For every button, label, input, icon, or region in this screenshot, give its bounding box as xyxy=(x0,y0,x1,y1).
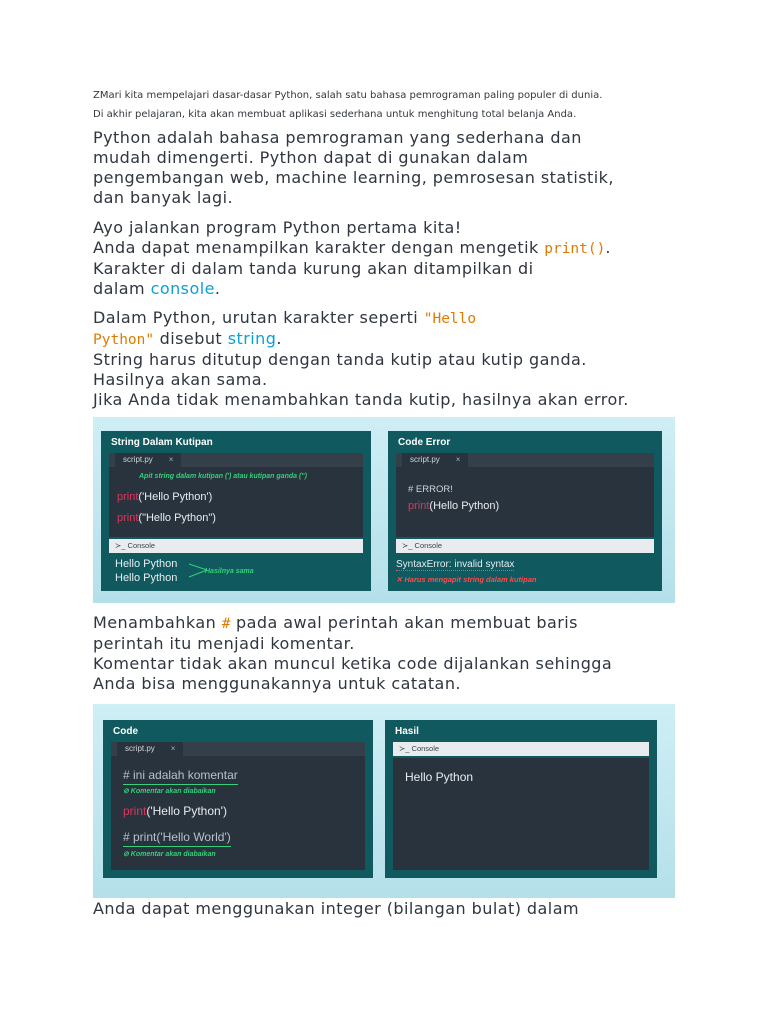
inline-code-print: print() xyxy=(544,241,606,257)
tab-script-py xyxy=(117,742,183,756)
arrow-icon xyxy=(187,561,209,581)
code-line xyxy=(408,500,499,512)
text: . xyxy=(605,238,611,257)
text: Dalam Python, urutan karakter seperti xyxy=(93,308,424,327)
code-fn: print xyxy=(117,512,139,524)
console-output: Hello Python xyxy=(115,558,178,570)
text-line xyxy=(93,613,612,634)
text-line: pengembangan web, machine learning, pemrosesan statistik, xyxy=(93,168,614,187)
text-line xyxy=(93,308,629,329)
text-line: perintah itu menjadi komentar. xyxy=(93,634,355,653)
figure-string-quotes xyxy=(93,417,675,603)
code-comment: # print('Hello World') xyxy=(123,830,231,847)
tab-bar xyxy=(396,453,654,467)
intro-line-1: ZMari kita mempelajari dasar-dasar Python, salah satu bahasa pemrograman paling populer di dunia. xyxy=(93,90,603,101)
inline-code-hash: # xyxy=(221,616,231,632)
panel-string-in-quotes xyxy=(101,431,371,591)
console-header: ≻_ Console xyxy=(393,742,649,756)
text: dalam xyxy=(93,279,151,298)
intro-line-2: Di akhir pelajaran, kita akan membuat aplikasi sederhana untuk menghitung total belanja Anda. xyxy=(93,109,577,120)
text: pada awal perintah akan membuat baris xyxy=(230,613,578,632)
close-icon: × xyxy=(168,455,174,464)
console-body xyxy=(393,758,649,870)
panel-code-error xyxy=(388,431,662,591)
text-line: Anda dapat menggunakan integer (bilangan bulat) dalam xyxy=(93,899,579,918)
code-line xyxy=(117,512,216,524)
inline-code-hello: "Hello xyxy=(423,311,477,327)
tab-label: script.py xyxy=(410,455,440,464)
paragraph-first-program xyxy=(93,218,611,299)
panel-title: Code Error xyxy=(398,437,451,448)
text-line: Komentar tidak akan muncul ketika code dijalankan sehingga xyxy=(93,654,613,673)
code-fn: print xyxy=(117,491,139,503)
intro-text xyxy=(93,86,602,124)
annotation-note: Apit string dalam kutipan (') atau kutipan ganda (") xyxy=(139,473,307,480)
inline-code-python: Python" xyxy=(93,332,155,348)
text-line xyxy=(93,279,611,299)
text-line: Ayo jalankan program Python pertama kita! xyxy=(93,218,462,237)
text-line xyxy=(93,238,611,259)
console-header: ≻_ Console xyxy=(109,539,363,553)
code-fn: print xyxy=(408,500,430,512)
text-line: mudah dimengerti. Python dapat di gunakan dalam xyxy=(93,148,529,167)
paragraph-python-intro xyxy=(93,128,614,208)
text-line: String harus ditutup dengan tanda kutip atau kutip ganda. xyxy=(93,350,587,369)
annotation-note: ⊘ Komentar akan diabaikan xyxy=(123,851,216,858)
keyword-console: console xyxy=(150,279,215,298)
error-note: ✕ Harus mengapit string dalam kutipan xyxy=(396,575,537,584)
panel-code xyxy=(103,720,373,878)
tab-bar xyxy=(109,453,363,467)
tab-label: script.py xyxy=(123,455,153,464)
text-line: dan banyak lagi. xyxy=(93,188,234,207)
paragraph-comments xyxy=(93,613,612,694)
console-header: ≻_ Console xyxy=(396,539,654,553)
tab-script-py xyxy=(115,453,181,467)
text-line: Python adalah bahasa pemrograman yang sederhana dan xyxy=(93,128,582,147)
text: disebut xyxy=(154,329,228,348)
code-line xyxy=(123,804,227,818)
code-editor xyxy=(111,742,365,870)
code-comment: # ini adalah komentar xyxy=(123,768,238,785)
tab-label: script.py xyxy=(125,744,155,753)
panel-title: String Dalam Kutipan xyxy=(111,437,213,448)
text: Anda dapat menampilkan karakter dengan mengetik xyxy=(93,238,545,257)
text-line xyxy=(93,329,629,350)
code-comment: # ERROR! xyxy=(408,484,453,495)
annotation-note: ⊘ Komentar akan diabaikan xyxy=(123,788,216,795)
tab-script-py xyxy=(402,453,468,467)
code-editor xyxy=(109,453,363,537)
text-line: Anda bisa menggunakannya untuk catatan. xyxy=(93,674,461,693)
tab-bar xyxy=(111,742,365,756)
close-icon: × xyxy=(455,455,461,464)
text: . xyxy=(214,279,221,298)
code-args: ('Hello Python') xyxy=(146,804,227,818)
console-output: Hello Python xyxy=(405,770,474,784)
paragraph-integer xyxy=(93,899,579,919)
error-output: SyntaxError: invalid syntax xyxy=(396,559,515,570)
annotation-note: Hasilnya sama xyxy=(205,568,254,575)
code-args: ("Hello Python") xyxy=(138,512,216,524)
close-icon: × xyxy=(170,744,176,753)
code-args: ('Hello Python') xyxy=(138,491,213,503)
code-line xyxy=(117,491,212,503)
text-line: Karakter di dalam tanda kurung akan ditampilkan di xyxy=(93,259,534,278)
paragraph-string xyxy=(93,308,629,410)
keyword-string: string xyxy=(227,329,277,348)
console-output: Hello Python xyxy=(115,572,178,584)
code-fn: print xyxy=(123,804,147,818)
code-editor xyxy=(396,453,654,537)
text: Menambahkan xyxy=(93,613,222,632)
figure-comments xyxy=(93,704,675,898)
panel-result xyxy=(385,720,657,878)
text: . xyxy=(276,329,282,348)
text-line: Hasilnya akan sama. xyxy=(93,370,268,389)
panel-title: Hasil xyxy=(395,726,419,737)
text-line: Jika Anda tidak menambahkan tanda kutip, hasilnya akan error. xyxy=(93,390,629,409)
panel-title: Code xyxy=(113,726,138,737)
code-args: (Hello Python) xyxy=(429,500,500,512)
